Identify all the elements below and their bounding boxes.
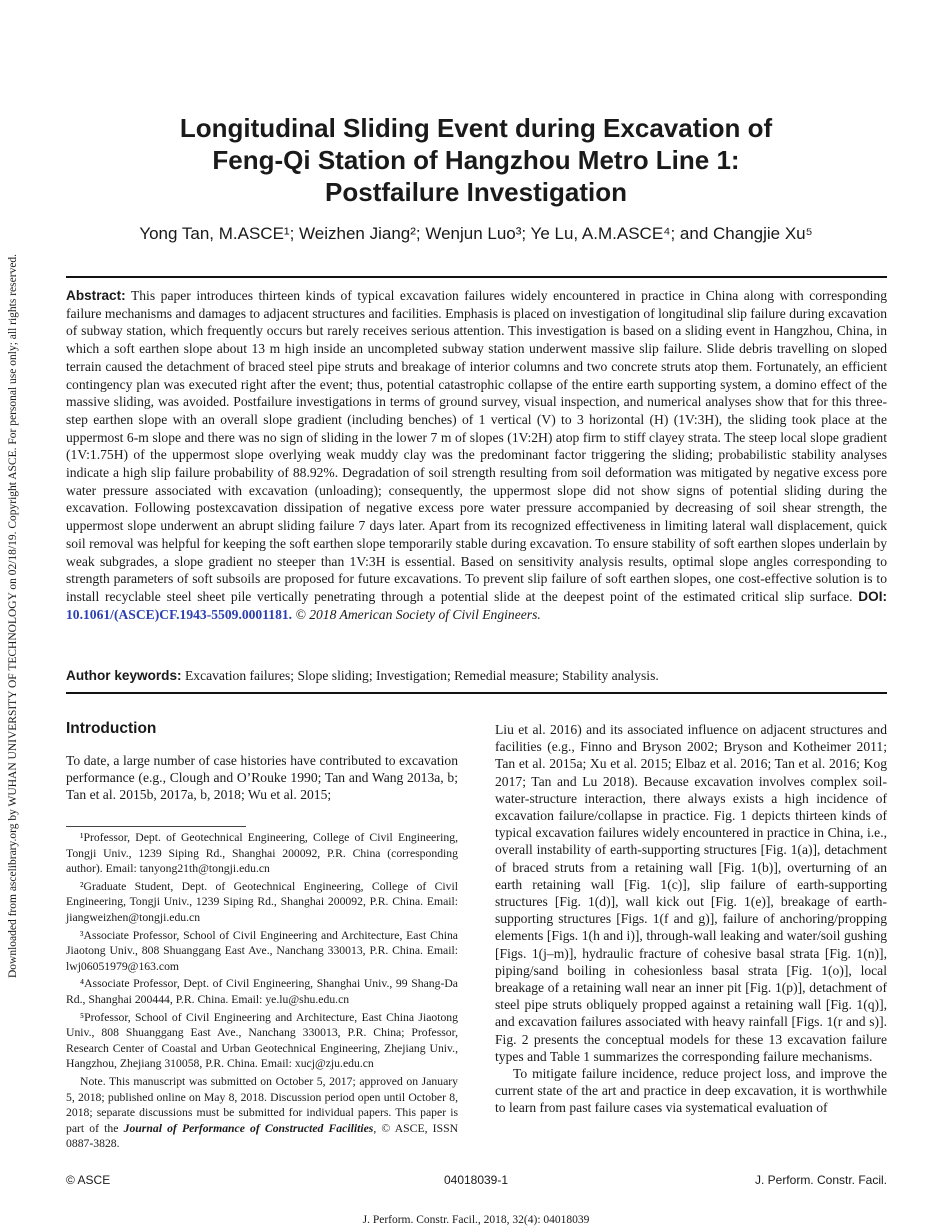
abstract xyxy=(66,287,887,623)
note-tail: , © ASCE, ISSN 0887-3828. xyxy=(66,1121,459,1151)
abstract-body: This paper introduces thirteen kinds of typical excavation failures widely encountered in practice in China along with corresponding failure mechanisms and damages to adjacent structures and facilities. Emphasis is placed on investigation of longitudinal slip failure during excavation of subway station, which frequently occurs but rarely receives serious attention. This investigation is based on a sliding event in Hangzhou, China, in which a soft earthen slope about 13 m high inside an uncompleted subway station underwent massive slip failure. Slide debris travelling on sloped terrain caused the detachment of braced steel pipe struts and breakage of interior columns and two concrete struts atop them. Fortunately, an efficient contingency plan was executed right after the event; thus, potential catastrophic collapse of the entire earth supporting system, a domino effect of the massive sliding, was avoided. Postfailure investigations in terms of ground survey, visual inspection, and numerical analyses show that for this three-step earthen slope with an overall slope gradient (including benches) of 1 vertical (V) to 3 horizontal (H) (1V:3H), the sliding took place at the uppermost 6-m slope and there was no sign of sliding in the lower 7 m of slopes (1V:2H) atop firm to stiff clayey strata. The steep local slope gradient (1V:1.75H) of the uppermost slope overlying weak muddy clay was the predominant factor triggering the sliding; probabilistic stability analyses indicate a high slip failure probability of 88.92%. Degradation of soil strength resulting from soil deformation was mitigated by negative excess pore water pressure associated with excavation (unloading); consequently, the uppermost slope did not show signs of potential sliding during the excavation. Following postexcavation dissipation of negative excess pore water pressure accompanied by decreasing of soil shear strength, the uppermost slope underwent an abrupt sliding failure 7 days later. Apart from its recognized effectiveness in limiting lateral wall displacement, quick soil removal was helpful for keeping the soft earthen slope temporarily stable during excavation. To ensure stability of soft earthen slopes underlain by weak subgrades, a slope gradient no steeper than 1V:3H is essential. Based on sensitivity analysis results, optimal slope angles corresponding to strength parameters of soft subsoils are proposed for future excavations. To prevent slip failure of soft earthen slopes, one cost-effective solution is to install recyclable steel sheet pile vertically penetrating through a potential slide at the deepest point of the estimated critical slip surface. xyxy=(66,288,887,604)
author-keywords xyxy=(66,668,887,684)
top-rule xyxy=(66,276,887,278)
footnote-2: ²Graduate Student, Dept. of Geotechnical Engineering, College of Civil Engineering, Tongji Univ., 1239 Siping Rd., Shanghai 200092, P.R. China. Email: jiangweizhen@tongji.edu.cn xyxy=(66,879,458,924)
section-heading: Introduction xyxy=(66,720,157,737)
keywords-text: Excavation failures; Slope sliding; Investigation; Remedial measure; Stability analysis. xyxy=(184,668,659,683)
footnotes xyxy=(66,830,458,1154)
submission-note xyxy=(66,1074,458,1152)
footnote-4: ⁴Associate Professor, Dept. of Civil Engineering, Shanghai Univ., 99 Shang-Da Rd., Shanghai 200444, P.R. China. Email: ye.lu@shu.edu.cn xyxy=(66,977,458,1006)
journal-name: Journal of Performance of Constructed Facilities xyxy=(123,1121,374,1135)
paper-title xyxy=(60,112,892,208)
intro-paragraph: Liu et al. 2016) and its associated influence on adjacent structures and facilities (e.g., Finno and Bryson 2002; Bryson and Kotheimer 2011; Tan et al. 2015a; Xu et al. 2015; Elbaz et al. 2016; Tan et al. 2016; Kog 2017; Tan and Lu 2018). Because excavation involves complex soil-water-structure interaction, there always exists a high incidence of excavation failure/collapse in practice. Fig. 1 depicts thirteen kinds of typical excavation failures widely encountered in practice in China, i.e., overall instability of earth-supporting structures [Fig. 1(a)], detachment of braced struts from a retaining wall [Fig. 1(b)], overturning of an earth retaining wall [Fig. 1(c)], slip failure of earth-supporting structures [Fig. 1(d)], wall kick out [Fig. 1(e)], breakage of earth-supporting structures [Figs. 1(f and g)], failure of anchoring/propping elements [Figs. 1(h and i)], through-wall leaking and water/soil gushing [Figs. 1(j–m)], hydraulic fracture of cohesive basal strata [Fig. 1(n)], piping/sand boiling in cohesionless basal strata [Fig. 1(o)], local breakage of a retaining wall near an inner pit [Fig. 1(p)], detachment of steel pipe struts obliquely propped against a retaining wall [Fig. 1(q)], and excavation failures associated with heavy rainfall [Figs. 1(r and s)]. Fig. 2 presents the conceptual models for these 13 excavation failure types and Table 1 summarizes the corresponding failure mechanisms. xyxy=(495,722,887,1064)
doi-label: DOI: xyxy=(858,588,887,604)
footnote-1: ¹Professor, Dept. of Geotechnical Engineering, College of Civil Engineering, Tongji Univ., 1239 Siping Rd., Shanghai 200092, P.R. China (corresponding author). Email: tanyong21th@tongji.edu.cn xyxy=(66,831,458,876)
intro-paragraph: To date, a large number of case histories have contributed to excavation performance (e.g., Clough and O’Rouke 1990; Tan and Wang 2013a, b; Tan et al. 2015b, 2017a, b, 2018; Wu et al. 2015; xyxy=(66,753,458,803)
keywords-rule xyxy=(66,692,887,694)
note-text: Note. This manuscript was submitted on October 5, 2017; approved on January 5, 2018; published online on May 8, 2018. Discussion period open until October 8, 2018; separate discussions must be submitted for individual papers. This paper is part of the xyxy=(66,1074,458,1135)
footer-left: © ASCE xyxy=(66,1173,111,1187)
title-line: Postfailure Investigation xyxy=(325,177,627,207)
doi-link[interactable]: 10.1061/(ASCE)CF.1943-5509.0001181. xyxy=(66,606,293,622)
title-line: Feng-Qi Station of Hangzhou Metro Line 1: xyxy=(212,145,740,175)
citation-line: J. Perform. Constr. Facil., 2018, 32(4): 04018039 xyxy=(362,1214,590,1226)
intro-left-column xyxy=(66,752,458,804)
download-notice xyxy=(3,0,23,1232)
footnote-3: ³Associate Professor, School of Civil Engineering and Architecture, East China Jiaotong Univ., 808 Shuanggang East Ave., Nanchang 330013, P.R. China. Email: lwj06051979@163.com xyxy=(66,928,458,973)
footnote-5: ⁵Professor, School of Civil Engineering and Architecture, East China Jiaotong Univ., 808 Shuanggang East Ave., Nanchang 330013, P.R. China; Professor, Research Center of Coastal and Urban Geotechnical Engineering, Zhejiang Univ., Hangzhou, Zhejiang 310058, P.R. China. Email: xucj@zju.edu.cn xyxy=(66,1010,458,1071)
copyright-line: © 2018 American Society of Civil Engineers. xyxy=(295,606,541,622)
abstract-label: Abstract: xyxy=(66,288,126,303)
footnote-rule xyxy=(66,826,246,827)
footer-page-id: 04018039-1 xyxy=(443,1173,509,1187)
intro-right-column xyxy=(495,721,887,1117)
keywords-label: Author keywords: xyxy=(66,668,182,683)
intro-paragraph: To mitigate failure incidence, reduce project loss, and improve the current state of the art and practice in deep excavation, it is worthwhile to learn from past failure cases via systematical evaluation of xyxy=(495,1066,887,1116)
download-notice-text: Downloaded from ascelibrary.org by WUHAN UNIVERSITY OF TECHNOLOGY on 02/18/19. Copyright ASCE. For personal use only; all rights reserved. xyxy=(7,253,19,979)
footer-journal: J. Perform. Constr. Facil. xyxy=(754,1173,887,1187)
title-line: Longitudinal Sliding Event during Excavation of xyxy=(179,113,773,143)
author-list: Yong Tan, M.ASCE¹; Weizhen Jiang²; Wenjun Luo³; Ye Lu, A.M.ASCE⁴; and Changjie Xu⁵ xyxy=(139,224,813,243)
